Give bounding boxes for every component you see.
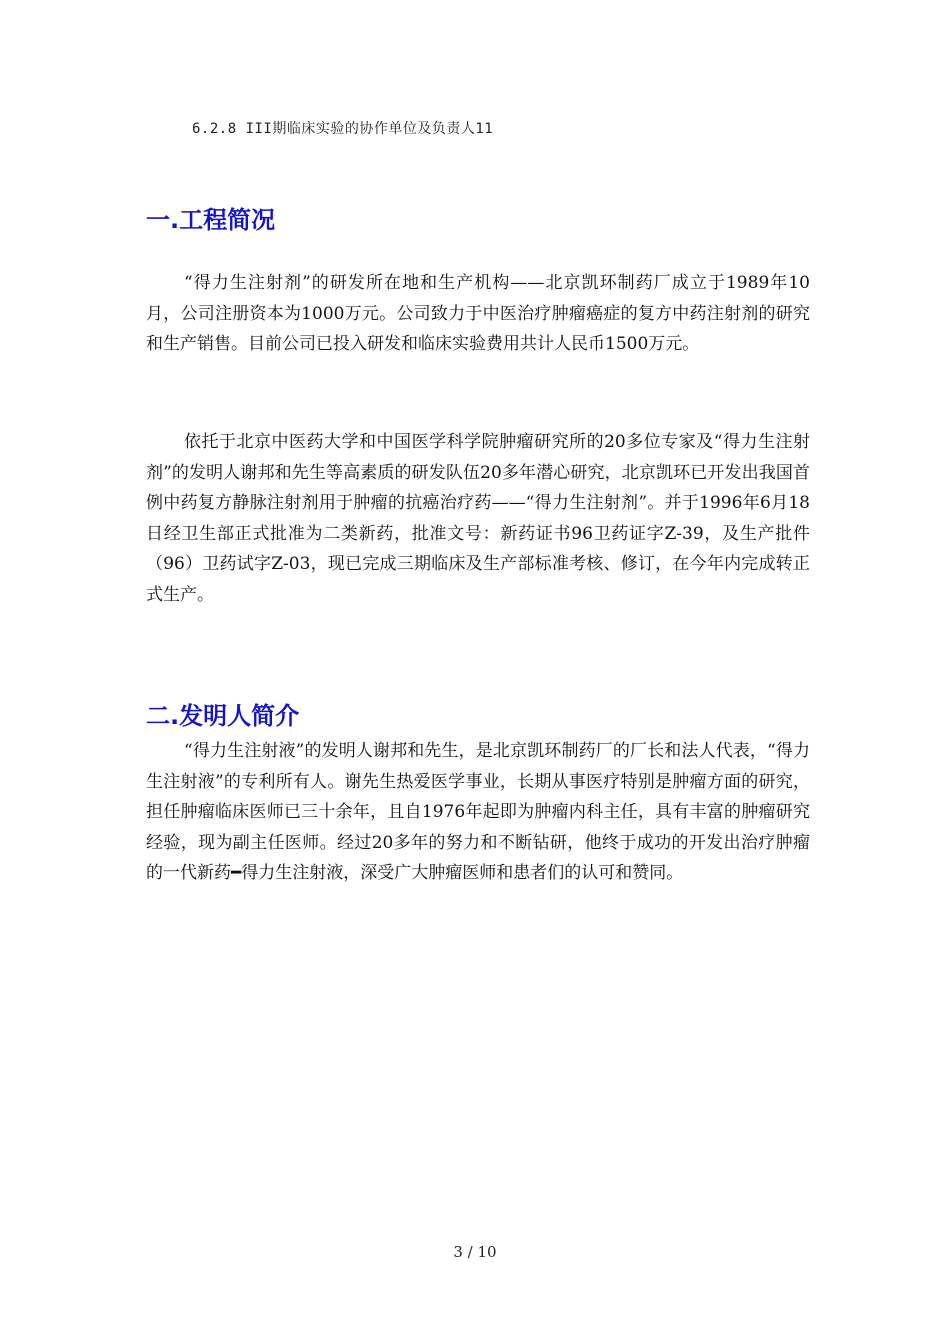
section-heading-inventor-profile: 二.发明人简介 — [146, 702, 300, 730]
paragraph-company-intro: “得力生注射剂”的研发所在地和生产机构——北京凯环制药厂成立于1989年10月，公司注册资本为1000万元。公司致力于中医治疗肿瘤癌症的复方中药注射剂的研究和生产销售。目前公司已投入研发和临床实验费用共计人民币1500万元。 — [146, 273, 810, 354]
toc-entry[interactable]: 6.2.8 III期临床实验的协作单位及负责人11 — [192, 121, 494, 137]
section-heading-project-overview: 一.工程简况 — [146, 206, 276, 234]
page-number: 3 / 10 — [453, 1243, 497, 1261]
paragraph-research-approval: 依托于北京中医药大学和中国医学科学院肿瘤研究所的20多位专家及“得力生注射剂”的发明人谢邦和先生等高素质的研发队伍20多年潜心研究，北京凯环已开发出我国首例中药复方静脉注射剂用于肿瘤的抗癌治疗药——“得力生注射剂”。并于1996年6月18日经卫生部正式批准为二类新药，批准文号：新药证书96卫药证字Z-39，及生产批件（96）卫药试字Z-03，现已完成三期临床及生产部标准考核、修订，在今年内完成转正式生产。 — [146, 432, 810, 605]
paragraph-inventor-bio: “得力生注射液”的发明人谢邦和先生，是北京凯环制药厂的厂长和法人代表，“得力生注射液”的专利所有人。谢先生热爱医学事业，长期从事医疗特别是肿瘤方面的研究，担任肿瘤临床医师已三十余年，且自1976年起即为肿瘤内科主任，具有丰富的肿瘤研究经验，现为副主任医师。经过20多年的努力和不断钻研，他终于成功的开发出治疗肿瘤的一代新药━得力生注射液，深受广大肿瘤医师和患者们的认可和赞同。 — [146, 741, 810, 883]
